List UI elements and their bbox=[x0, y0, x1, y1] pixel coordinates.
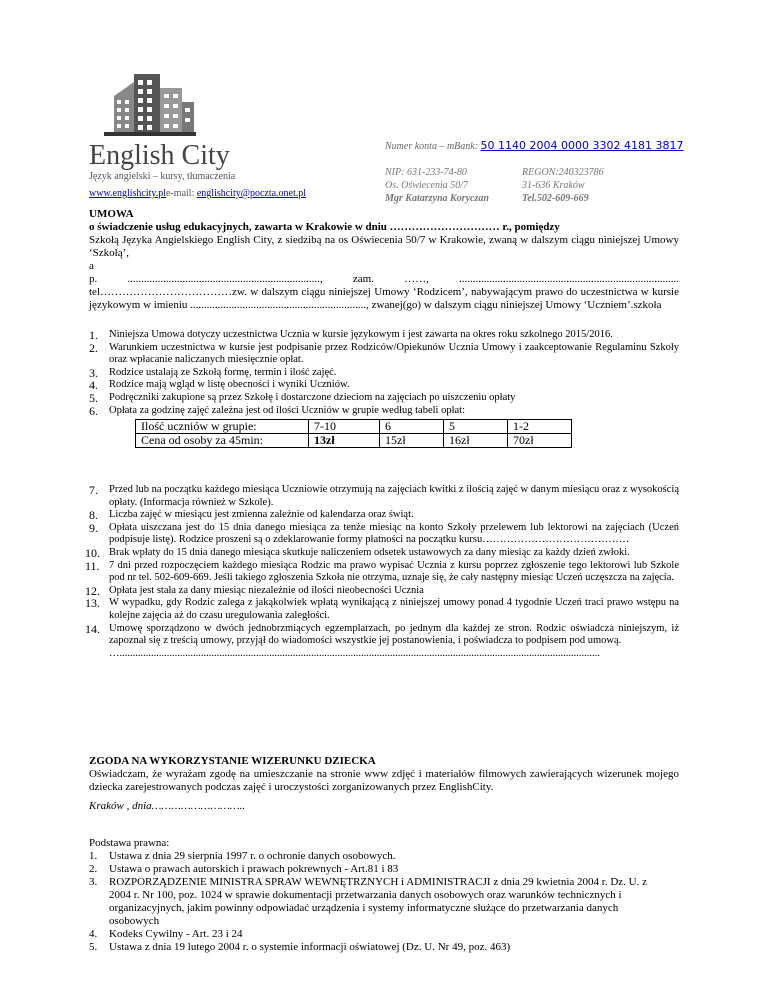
agreement-subtitle: o świadczenie usług edukacyjnych, zawarta w Krakowie w dniu ………………………… r., pomiędzy bbox=[89, 221, 560, 233]
group-size-cell: 1-2 bbox=[508, 420, 572, 434]
agreement-intro-parent: p. ......................................................................, zam. ……, ................................................................................ tel………………………………zw. w dalszym ciągu niniejszej Umowy ‘Rodzicem’, nabywającym prawo do uczestnictwa w kursie językowym w imieniu ................................................................, zwanej(go) w dalszym ciągu niniejszej Umowy ‘Uczniem’.szkoła bbox=[89, 273, 679, 311]
agreement-intro-school: Szkołą Języka Angielskiego English City, z siedzibą na os Oświecenia 50/7 w Krakowie, zwaną w dalszym ciągu niniejszej Umowy ‘Szkołą’, bbox=[89, 234, 679, 259]
price-cell: 70zł bbox=[508, 434, 572, 448]
account-number-link[interactable]: 50 1140 2004 0000 3302 4181 3817 bbox=[480, 139, 684, 152]
agreement-intro-and: a bbox=[89, 260, 94, 272]
list-item: 5. Ustawa z dnia 19 lutego 2004 r. o systemie informacji oświatowej (Dz. U. Nr 49, poz. 463) bbox=[89, 941, 511, 953]
consent-text: Oświadczam, że wyrażam zgodę na umieszczanie na stronie www zdjęć i materiałów filmowych zawierających wizerunek mojego dziecka zarejestrowanych podczas zajęć i uroczystości zorganizowanych przez EnglishCity. bbox=[89, 768, 679, 793]
company-info-left bbox=[385, 166, 525, 205]
list-item: 4. Kodeks Cywilny - Art. 23 i 24 bbox=[89, 928, 243, 940]
group-size-cell: 7-10 bbox=[309, 420, 380, 434]
owner: Mgr Katarzyna Koryczan bbox=[385, 193, 489, 204]
brand-name: English City bbox=[89, 140, 230, 171]
account-label: Numer konta – mBank: bbox=[385, 141, 481, 152]
list-item: 12. Opłata jest stała za dany miesiąc niezależnie od ilości nieobecności Ucznia bbox=[85, 583, 424, 598]
list-item: 2. Warunkiem uczestnictwa w kursie jest podpisanie przez Rodziców/Opiekunów Ucznia Umowy i zaakceptowanie Regulaminu Szkoły oraz wpłacanie naliczanych miesięcznie opłat. bbox=[89, 340, 679, 366]
table-row bbox=[136, 420, 572, 434]
list-item: 1. Ustawa z dnia 29 sierpnia 1997 r. o ochronie danych osobowych. bbox=[89, 850, 396, 862]
price-cell: 15zł bbox=[380, 434, 444, 448]
list-item: 4. Rodzice mają wgląd w listę obecności i wyniki Uczniów. bbox=[89, 378, 350, 393]
place-date: Kraków , dnia……………………….. bbox=[89, 800, 246, 812]
legal-title: Podstawa prawna: bbox=[89, 837, 170, 849]
list-item: 6. Opłata za godzinę zajęć zależna jest od ilości Uczniów w grupie według tabeli opłat: bbox=[89, 403, 465, 418]
email-label: e-mail: bbox=[166, 188, 197, 199]
list-item: 2. Ustawa o prawach autorskich i prawach pokrewnych - Art.81 i 83 bbox=[89, 863, 399, 875]
list-item: 7. Przed lub na początku każdego miesiąca Uczniowie otrzymują na zajęciach kwitki z ilością zajęć w danym miesiącu oraz z wysokością opłaty. (Informacja również w Szkole). bbox=[89, 483, 679, 508]
legal-basis bbox=[89, 837, 649, 954]
group-size-cell: 5 bbox=[444, 420, 508, 434]
group-size-cell: 6 bbox=[380, 420, 444, 434]
fee-table bbox=[135, 419, 572, 448]
group-size-label: Ilość uczniów w grupie: bbox=[136, 420, 309, 434]
tagline: Język angielski – kursy, tłumaczenia bbox=[89, 171, 236, 182]
regon: REGON:240323786 bbox=[522, 167, 604, 178]
list-item: 14. Umowę sporządzono w dwóch jednobrzmiących egzemplarzach, po jednym dla każdej ze stron. Rodzic oświadcza niniejszym, iż zapoznał się z treścią umowy, przyjął do wiadomości wszystkie jej postanowienia, i poświadcza to podpisem pod umową. bbox=[85, 621, 679, 647]
website-link[interactable]: www.englishcity.pl bbox=[89, 188, 167, 199]
list-item: 1. Niniejsza Umowa dotyczy uczestnictwa Ucznia w kursie językowym i jest zawarta na okres roku szkolnego 2015/2016. bbox=[89, 328, 613, 342]
table-row bbox=[136, 434, 572, 448]
legal-list bbox=[89, 850, 649, 954]
list-item: 10. Brak wpłaty do 15 dnia danego miesiąca skutkuje naliczeniem odsetek ustawowych za dany miesiąc za każdy dzień zwłoki. bbox=[85, 545, 630, 560]
signature-line: …....................................................................................................................................................................................... bbox=[109, 647, 600, 659]
city: 31-636 Kraków bbox=[522, 180, 585, 191]
company-info-right bbox=[522, 166, 662, 205]
consent-title: ZGODA NA WYKORZYSTANIE WIZERUNKU DZIECKA bbox=[89, 755, 376, 767]
price-label: Cena od osoby za 45min: bbox=[136, 434, 309, 448]
price-cell: 16zł bbox=[444, 434, 508, 448]
price-cell: 13zł bbox=[309, 434, 380, 448]
list-item: 9. Opłata uiszczana jest do 15 dnia danego miesiąca za tenże miesiąc na konto Szkoły przelewem lub lektorowi na zajęciach (Uczeń podpisuje listę). Rodzice proszeni są o zdeklarowanie formy płatności na początku kursu…………………………………… bbox=[89, 520, 679, 546]
agreement-points-first bbox=[89, 329, 679, 417]
list-item: 5. Podręczniki zakupione są przez Szkołę i dostarczone dzieciom na zajęciach po uiszczeniu opłaty bbox=[89, 390, 516, 405]
contact-line bbox=[89, 188, 306, 199]
list-item: 11. 7 dni przed rozpoczęciem każdego miesiąca Rodzic ma prawo wypisać Ucznia z kursu poprzez zgłoszenie tego lektorowi lub Szkole pod nr tel. 502-609-669. Jeśli takiego zgłoszenia Szkoła nie otrzyma, uznaje się, że cały następny miesiąc Uczeń uczęszcza na zajęcia. bbox=[85, 558, 679, 584]
list-item: 13. W wypadku, gdy Rodzic zalega z jakąkolwiek wpłatą wynikającą z niniejszej umowy ponad 4 tygodnie Uczeń traci prawo wstępu na kolejne zajęcia aż do czasu uregulowania zaległości. bbox=[85, 596, 679, 621]
agreement-points-second bbox=[85, 483, 679, 660]
email-link[interactable]: englishcity@poczta.onet.pl bbox=[196, 188, 307, 199]
building-logo-icon bbox=[104, 72, 196, 136]
list-item: 3. ROZPORZĄDZENIE MINISTRA SPRAW WEWNĘTRZNYCH i ADMINISTRACJI z dnia 29 kwietnia 2004 r. Dz. U. z 2004 r. Nr 100, poz. 1024 w sprawie dokumentacji przetwarzania danych osobowych oraz warunków technicznych i organizacyjnych, jakim powinny odpowiadać urządzenia i systemy informatyczne służące do przetwarzania danych osobowych bbox=[89, 876, 647, 927]
list-item: 3. Rodzice ustalają ze Szkołą formę, termin i ilość zajęć. bbox=[89, 365, 337, 380]
list-item: 8. Liczba zajęć w miesiącu jest zmienna zależnie od kalendarza oraz świąt. bbox=[89, 508, 414, 523]
nip: NIP: 631-233-74-80 bbox=[385, 167, 467, 178]
bank-account bbox=[385, 140, 715, 153]
phone: Tel.502-609-669 bbox=[522, 193, 589, 204]
address: Os. Oświecenia 50/7 bbox=[385, 180, 469, 191]
agreement-title: UMOWA bbox=[89, 208, 134, 220]
